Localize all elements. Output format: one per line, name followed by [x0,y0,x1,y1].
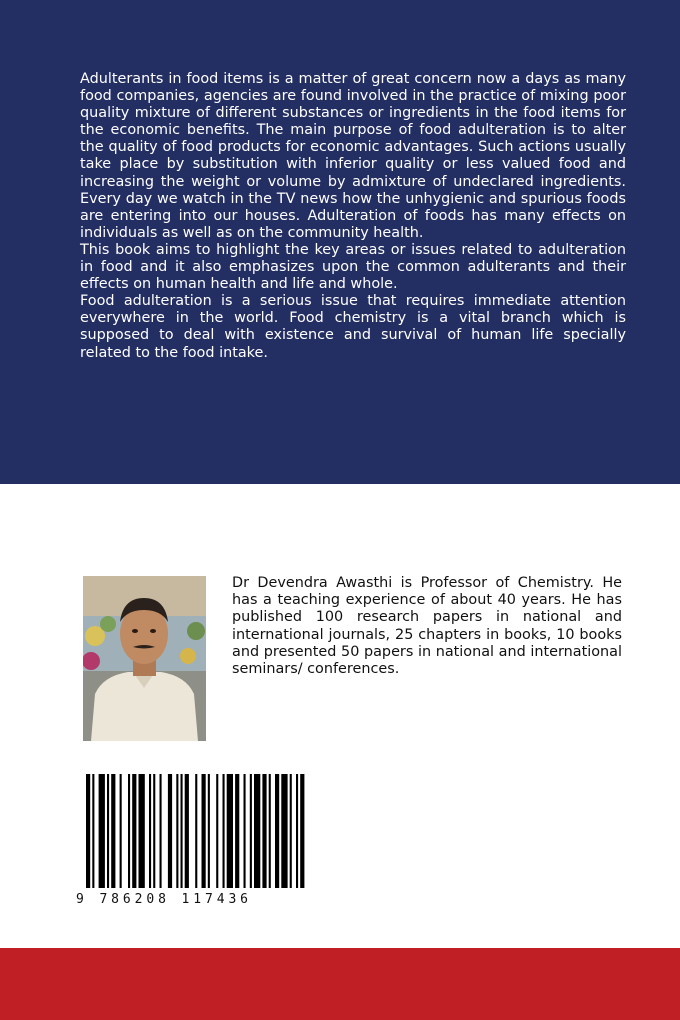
barcode-bar [250,774,252,888]
back-cover-blurb [80,71,626,362]
barcode-bar [111,774,115,888]
author-photo [83,576,206,741]
barcode-bar [120,774,122,888]
barcode-bar [290,774,292,888]
barcode-bar [275,774,279,888]
barcode-bar [254,774,260,888]
barcode-bar [235,774,239,888]
barcode-digits: 9 786208 117436 [76,892,252,907]
bottom-red-band [0,948,680,1020]
blurb-paragraph-2: This book aims to highlight the key areas or issues related to adulteration in food and it also emphasizes upon the common adulterants and their effects on human health and life and whole. [80,241,626,293]
barcode-bar [202,774,206,888]
barcode-bar [181,774,183,888]
barcode-bar [296,774,298,888]
author-bio: Dr Devendra Awasthi is Professor of Chemistry. He has a teaching experience of about 40 years. He has published 100 research papers in national and international journals, 25 chapters in books, 10 books and presented 50 papers in national and international seminars/ conferences. [232,575,622,678]
barcode-bar [139,774,145,888]
barcode-bar [262,774,266,888]
barcode-bar [168,774,172,888]
barcode-bar [86,774,90,888]
barcode-bar [176,774,178,888]
barcode-bar [300,774,304,888]
barcode-bar [216,774,218,888]
barcode-bar [99,774,105,888]
barcode-bar [223,774,225,888]
barcode-bar [149,774,151,888]
barcode-bar [92,774,94,888]
barcode-bar [185,774,189,888]
barcode-bar [107,774,109,888]
top-blue-panel [0,0,680,484]
barcode-bar [227,774,233,888]
isbn-barcode [76,774,316,914]
barcode-bar [195,774,197,888]
blurb-paragraph-3: Food adulteration is a serious issue that requires immediate attention everywhere in the world. Food chemistry is a vital branch which is supposed to deal with existence and survival of human life specially related to the food intake. [80,293,626,361]
barcode-bar [244,774,246,888]
barcode-bar [269,774,271,888]
barcode-bars [76,774,316,890]
barcode-bar [132,774,136,888]
barcode-bar [208,774,210,888]
barcode-bar [281,774,287,888]
barcode-bar [160,774,162,888]
barcode-bar [128,774,130,888]
blurb-paragraph-1: Adulterants in food items is a matter of great concern now a days as many food companies, agencies are found involved in the practice of mixing poor quality mixture of different substances or ingredients in the food items for the economic benefits. The main purpose of food adulteration is to alter the quality of food products for economic advantages. Such actions usually take place by substitution with inferior quality or less valued food and increasing the weight or volume by admixture of undeclared ingredients. Every day we watch in the TV news how the unhygienic and spurious foods are entering into our houses. Adulteration of foods has many effects on individuals as well as on the community health. [80,71,626,241]
barcode-bar [153,774,155,888]
